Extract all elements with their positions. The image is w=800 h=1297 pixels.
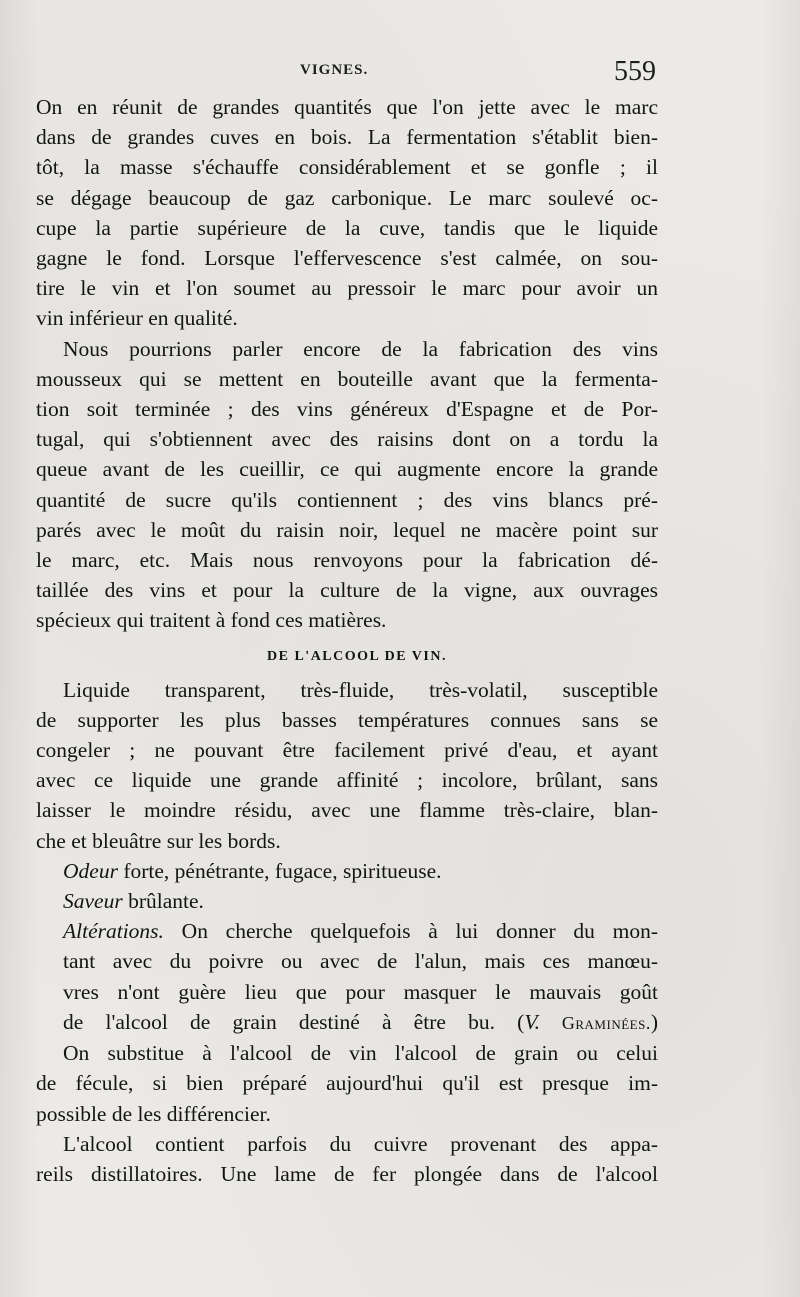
text-line: queue avant de les cueillir, ce qui augmente encore la grande <box>36 457 658 482</box>
text-line: mousseux qui se mettent en bouteille avant que la fermenta- <box>36 366 658 391</box>
text-line: tire le vin et l'on soumet au pressoir le marc pour avoir un <box>36 276 658 301</box>
cross-reference-target: Graminées. <box>540 1012 651 1033</box>
text-line: Nous pourrions parler encore de la fabrication des vins <box>63 336 658 361</box>
closing-paren: ) <box>650 1009 658 1034</box>
paragraph-5 <box>36 1129 658 1189</box>
text-line: dans de grandes cuves en bois. La fermentation s'établit bien- <box>36 125 658 150</box>
saveur-text: brûlante. <box>122 889 204 914</box>
text-line: L'alcool contient parfois du cuivre provenant des appa- <box>63 1131 658 1156</box>
text-line: avec ce liquide une grande affinité ; incolore, brûlant, sans <box>36 768 658 793</box>
text-line: quantité de sucre qu'ils contiennent ; des vins blancs pré- <box>36 487 658 512</box>
odeur-line <box>36 856 658 886</box>
text-line: gagne le fond. Lorsque l'effervescence s'est calmée, on sou- <box>36 246 658 271</box>
page-number: 559 <box>614 56 656 87</box>
text-line: tant avec du poivre ou avec de l'alun, mais ces manœu- <box>63 949 658 974</box>
text-line: parés avec le moût du raisin noir, lequel ne macère point sur <box>36 517 658 542</box>
alterations-entry <box>36 916 658 1038</box>
text-line: tion soit terminée ; des vins généreux d'Espagne et de Por- <box>36 397 658 422</box>
text-line: de supporter les plus basses températures connues sans se <box>36 707 658 732</box>
text-line: le marc, etc. Mais nous renvoyons pour la fabrication dé- <box>36 548 658 573</box>
text-line: se dégage beaucoup de gaz carbonique. Le marc soulevé oc- <box>36 185 658 210</box>
paragraph-4 <box>36 1038 658 1129</box>
text-line <box>36 916 658 946</box>
text-line: vin inférieur en qualité. <box>36 306 238 331</box>
paragraph-3 <box>36 675 658 856</box>
paragraph-2 <box>36 334 658 636</box>
text-line: congeler ; ne pouvant être facilement privé d'eau, et ayant <box>36 738 658 763</box>
saveur-label: Saveur <box>63 889 123 914</box>
alterations-text: On cherche quelquefois à lui donner du mon- <box>163 919 658 944</box>
running-head <box>0 48 800 88</box>
text-line: taillée des vins et pour la culture de la vigne, aux ouvrages <box>36 578 658 603</box>
text-line: tôt, la masse s'échauffe considérablement et se gonfle ; il <box>36 155 658 180</box>
text-line: de fécule, si bien préparé aujourd'hui qu'il est presque im- <box>36 1071 658 1096</box>
text-line: spécieux qui traitent à fond ces matières. <box>36 608 387 633</box>
alterations-text: de l'alcool de grain destiné à être bu. ( <box>63 1009 525 1034</box>
alterations-label: Altérations. <box>63 919 164 944</box>
text-line: reils distillatoires. Une lame de fer plongée dans de l'alcool <box>36 1161 658 1186</box>
section-heading: DE L'ALCOOL DE VIN. <box>267 648 447 664</box>
odeur-label: Odeur <box>63 858 118 883</box>
text-line: possible de les différencier. <box>36 1101 271 1126</box>
text-line: laisser le moindre résidu, avec une flamme très-claire, blan- <box>36 798 658 823</box>
cross-reference-marker: V. <box>524 1009 541 1034</box>
body-text <box>36 92 658 1189</box>
text-line: On substitue à l'alcool de vin l'alcool de grain ou celui <box>63 1041 658 1066</box>
text-line: On en réunit de grandes quantités que l'on jette avec le marc <box>36 95 658 119</box>
text-line: vres n'ont guère lieu que pour masquer le mauvais goût <box>63 979 658 1004</box>
saveur-line <box>36 886 658 916</box>
paragraph-1 <box>36 92 658 334</box>
running-title: VIGNES. <box>300 62 369 78</box>
text-line: che et bleuâtre sur les bords. <box>36 828 281 853</box>
text-line: cupe la partie supérieure de la cuve, tandis que le liquide <box>36 215 658 240</box>
text-line: tugal, qui s'obtiennent avec des raisins dont on a tordu la <box>36 427 658 452</box>
odeur-text: forte, pénétrante, fugace, spiritueuse. <box>117 858 442 883</box>
text-line <box>36 1007 658 1038</box>
text-line: Liquide transparent, très-fluide, très-volatil, susceptible <box>63 677 658 702</box>
